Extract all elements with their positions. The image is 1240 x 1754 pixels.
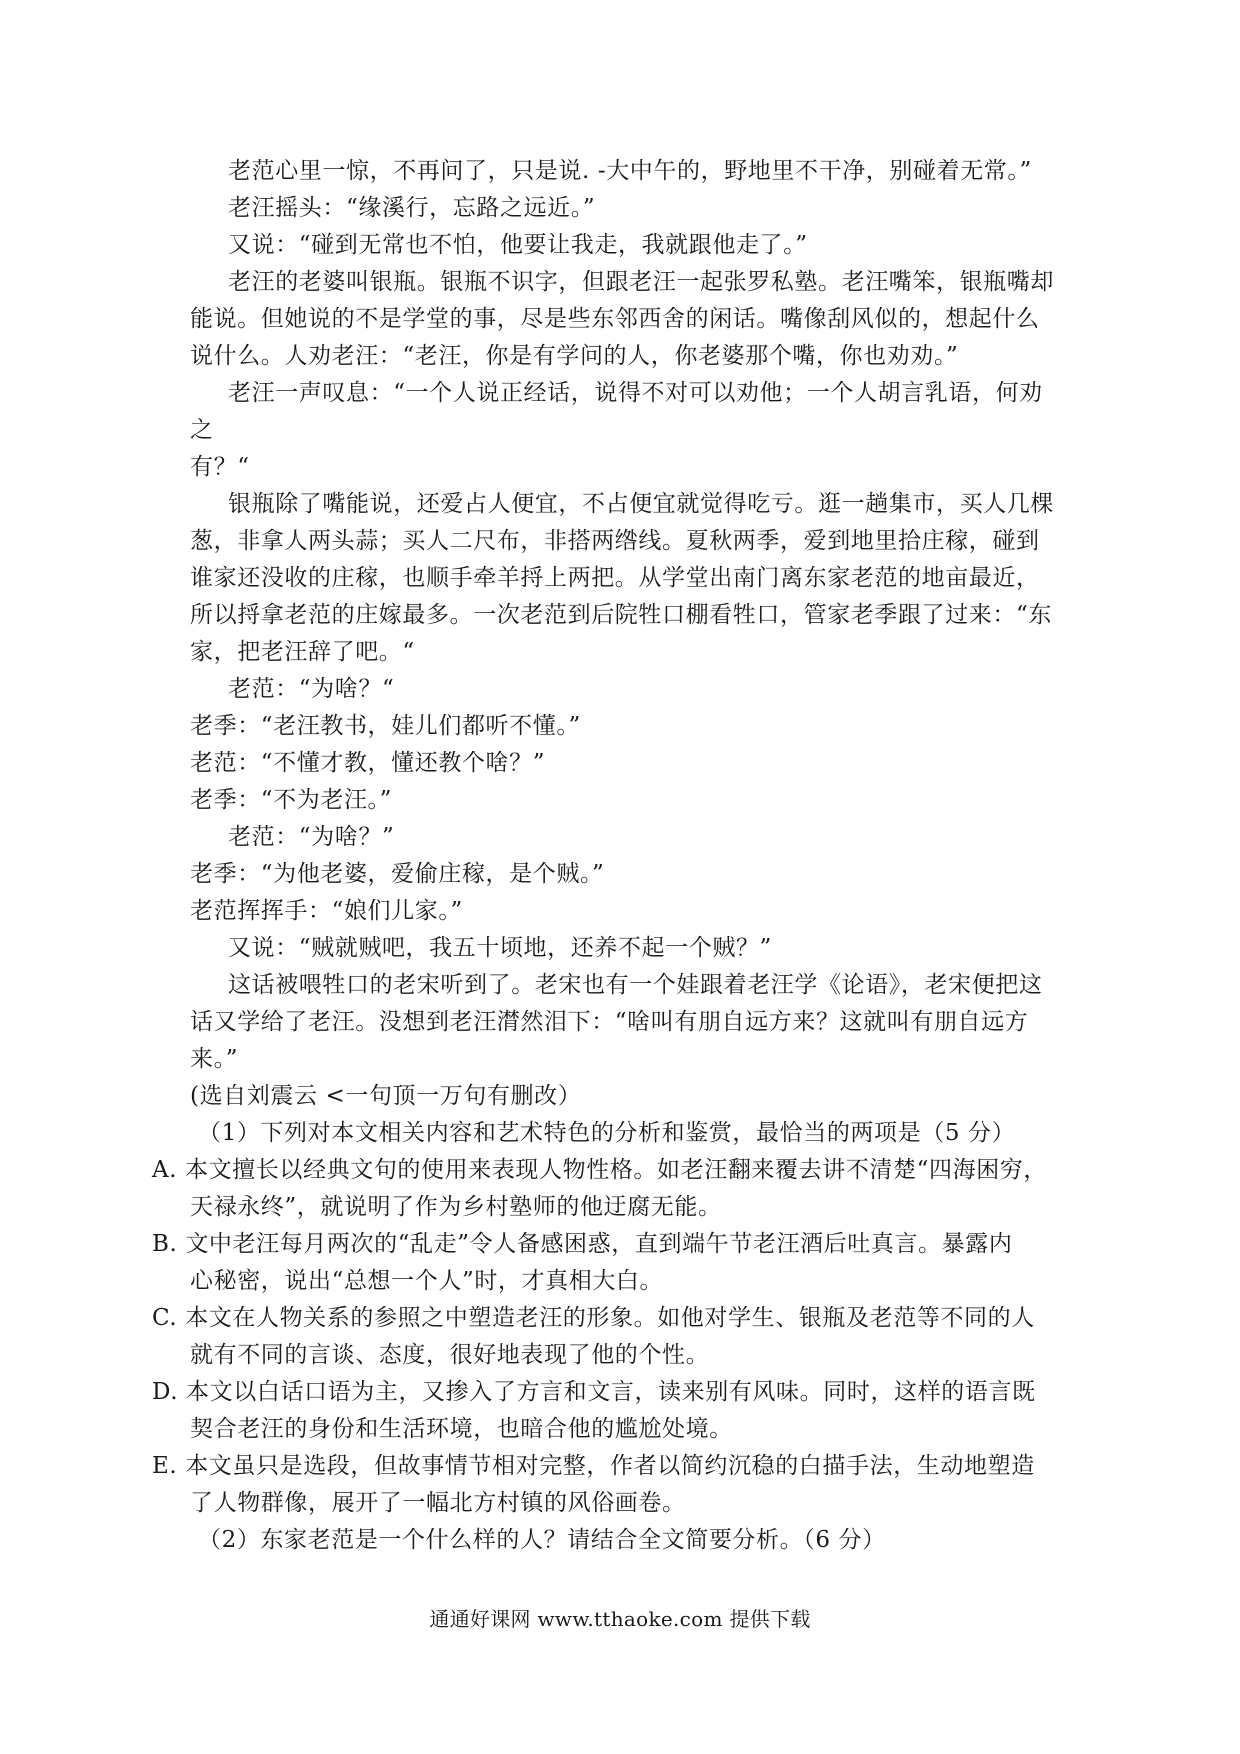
- text-line: 老范：“不懂才教，懂还教个啥？”: [190, 750, 546, 776]
- option-e: E. 本文虽只是选段，但故事情节相对完整，作者以简约沉稳的白描手法，生动地塑造: [152, 1453, 1035, 1479]
- option-b-cont: 心秘密，说出“总想一个人”时，才真相大白。: [190, 1268, 664, 1294]
- text-line: 又说：“碰到无常也不怕，他要让我走，我就跟他走了。”: [228, 232, 808, 258]
- text-line: 所以捋拿老范的庄嫁最多。一次老范到后院牲口棚看牲口，管家老季跟了过来：“东: [190, 602, 1052, 628]
- option-d-cont: 契合老汪的身份和生活环境，也暗合他的尴尬处境。: [190, 1416, 733, 1442]
- footer-source: 通通好课网 www.tthaoke.com 提供下载: [429, 1607, 811, 1631]
- option-c-cont: 就有不同的言谈、态度，很好地表现了他的个性。: [190, 1342, 710, 1368]
- text-line: 有？“: [190, 454, 250, 480]
- source-note: (选自刘震云 <一句顶一万句有删改）: [190, 1083, 582, 1109]
- text-line: 又说：“贼就贼吧，我五十顷地，还养不起一个贼？”: [228, 935, 772, 961]
- text-line: 老汪的老婆叫银瓶。银瓶不识字，但跟老汪一起张罗私塾。老汪嘴笨，银瓶嘴却: [228, 269, 1054, 295]
- text-line: 老范心里一惊，不再问了，只是说. -大中午的，野地里不干净，别碰着无常。”: [228, 158, 1032, 184]
- text-line: 能说。但她说的不是学堂的事，尽是些东邻西舍的闲话。嘴像刮风似的，想起什么: [190, 306, 1040, 332]
- text-line: 老季：“不为老汪。”: [190, 787, 393, 813]
- text-line: 老季：“为他老婆，爱偷庄稼，是个贼。”: [190, 861, 605, 887]
- text-line: 来。”: [190, 1046, 239, 1072]
- text-line: 银瓶除了嘴能说，还爱占人便宜，不占便宜就觉得吃亏。逛一趟集市，买人几棵: [228, 491, 1054, 517]
- text-line: 这话被喂牲口的老宋听到了。老宋也有一个娃跟着老汪学《论语》，老宋便把这: [228, 972, 1043, 998]
- text-line: 老范：“为啥？“: [228, 676, 395, 702]
- option-a: A. 本文擅长以经典文句的使用来表现人物性格。如老汪翻来覆去讲不清楚“四海困穷，: [152, 1157, 1047, 1183]
- option-b: B. 文中老汪每月两次的“乱走”令人备感困惑，直到端午节老汪酒后吐真言。暴露内: [152, 1231, 1013, 1257]
- text-line: 说什么。人劝老汪：“老汪，你是有学问的人，你老婆那个嘴，你也劝劝。”: [190, 343, 959, 369]
- text-line: 老汪一声叹息：“一个人说正经话，说得不对可以劝他；一个人胡言乳语，何劝: [228, 380, 1043, 406]
- text-line: 老范：“为啥？”: [228, 824, 395, 850]
- option-a-cont: 天禄永终”，就说明了作为乡村塾师的他迂腐无能。: [190, 1194, 722, 1220]
- text-line: 谁家还没收的庄稼，也顺手牵羊捋上两把。从学堂出南门离东家老范的地亩最近，: [190, 565, 1040, 591]
- text-line: 葱，非拿人两头蒜；买人二尺布，非搭两绺线。夏秋两季，爱到地里拾庄稼，碰到: [190, 528, 1040, 554]
- question-1: （1）下列对本文相关内容和艺术特色的分析和鉴赏，最恰当的两项是（5 分）: [198, 1120, 1016, 1146]
- text-line: 家，把老汪辞了吧。“: [190, 639, 415, 665]
- text-line: 老范挥挥手：“娘们儿家。”: [190, 898, 463, 924]
- text-line: 老汪摇头：“缘溪行，忘路之远近。”: [228, 195, 596, 221]
- option-e-cont: 了人物群像，展开了一幅北方村镇的风俗画卷。: [190, 1490, 686, 1516]
- option-d: D. 本文以白话口语为主，又掺入了方言和文言，读来别有风味。同时，这样的语言既: [152, 1379, 1036, 1405]
- text-line: 老季：“老汪教书，娃儿们都听不懂。”: [190, 713, 581, 739]
- question-2: （2）东家老范是一个什么样的人？请结合全文简要分析。（6 分）: [198, 1527, 886, 1553]
- text-line: 之: [190, 417, 214, 443]
- option-c: C. 本文在人物关系的参照之中塑造老汪的形象。如他对学生、银瓶及老范等不同的人: [152, 1305, 1035, 1331]
- text-line: 话又学给了老汪。没想到老汪潸然泪下：“啥叫有朋自远方来？这就叫有朋自远方: [190, 1009, 1029, 1035]
